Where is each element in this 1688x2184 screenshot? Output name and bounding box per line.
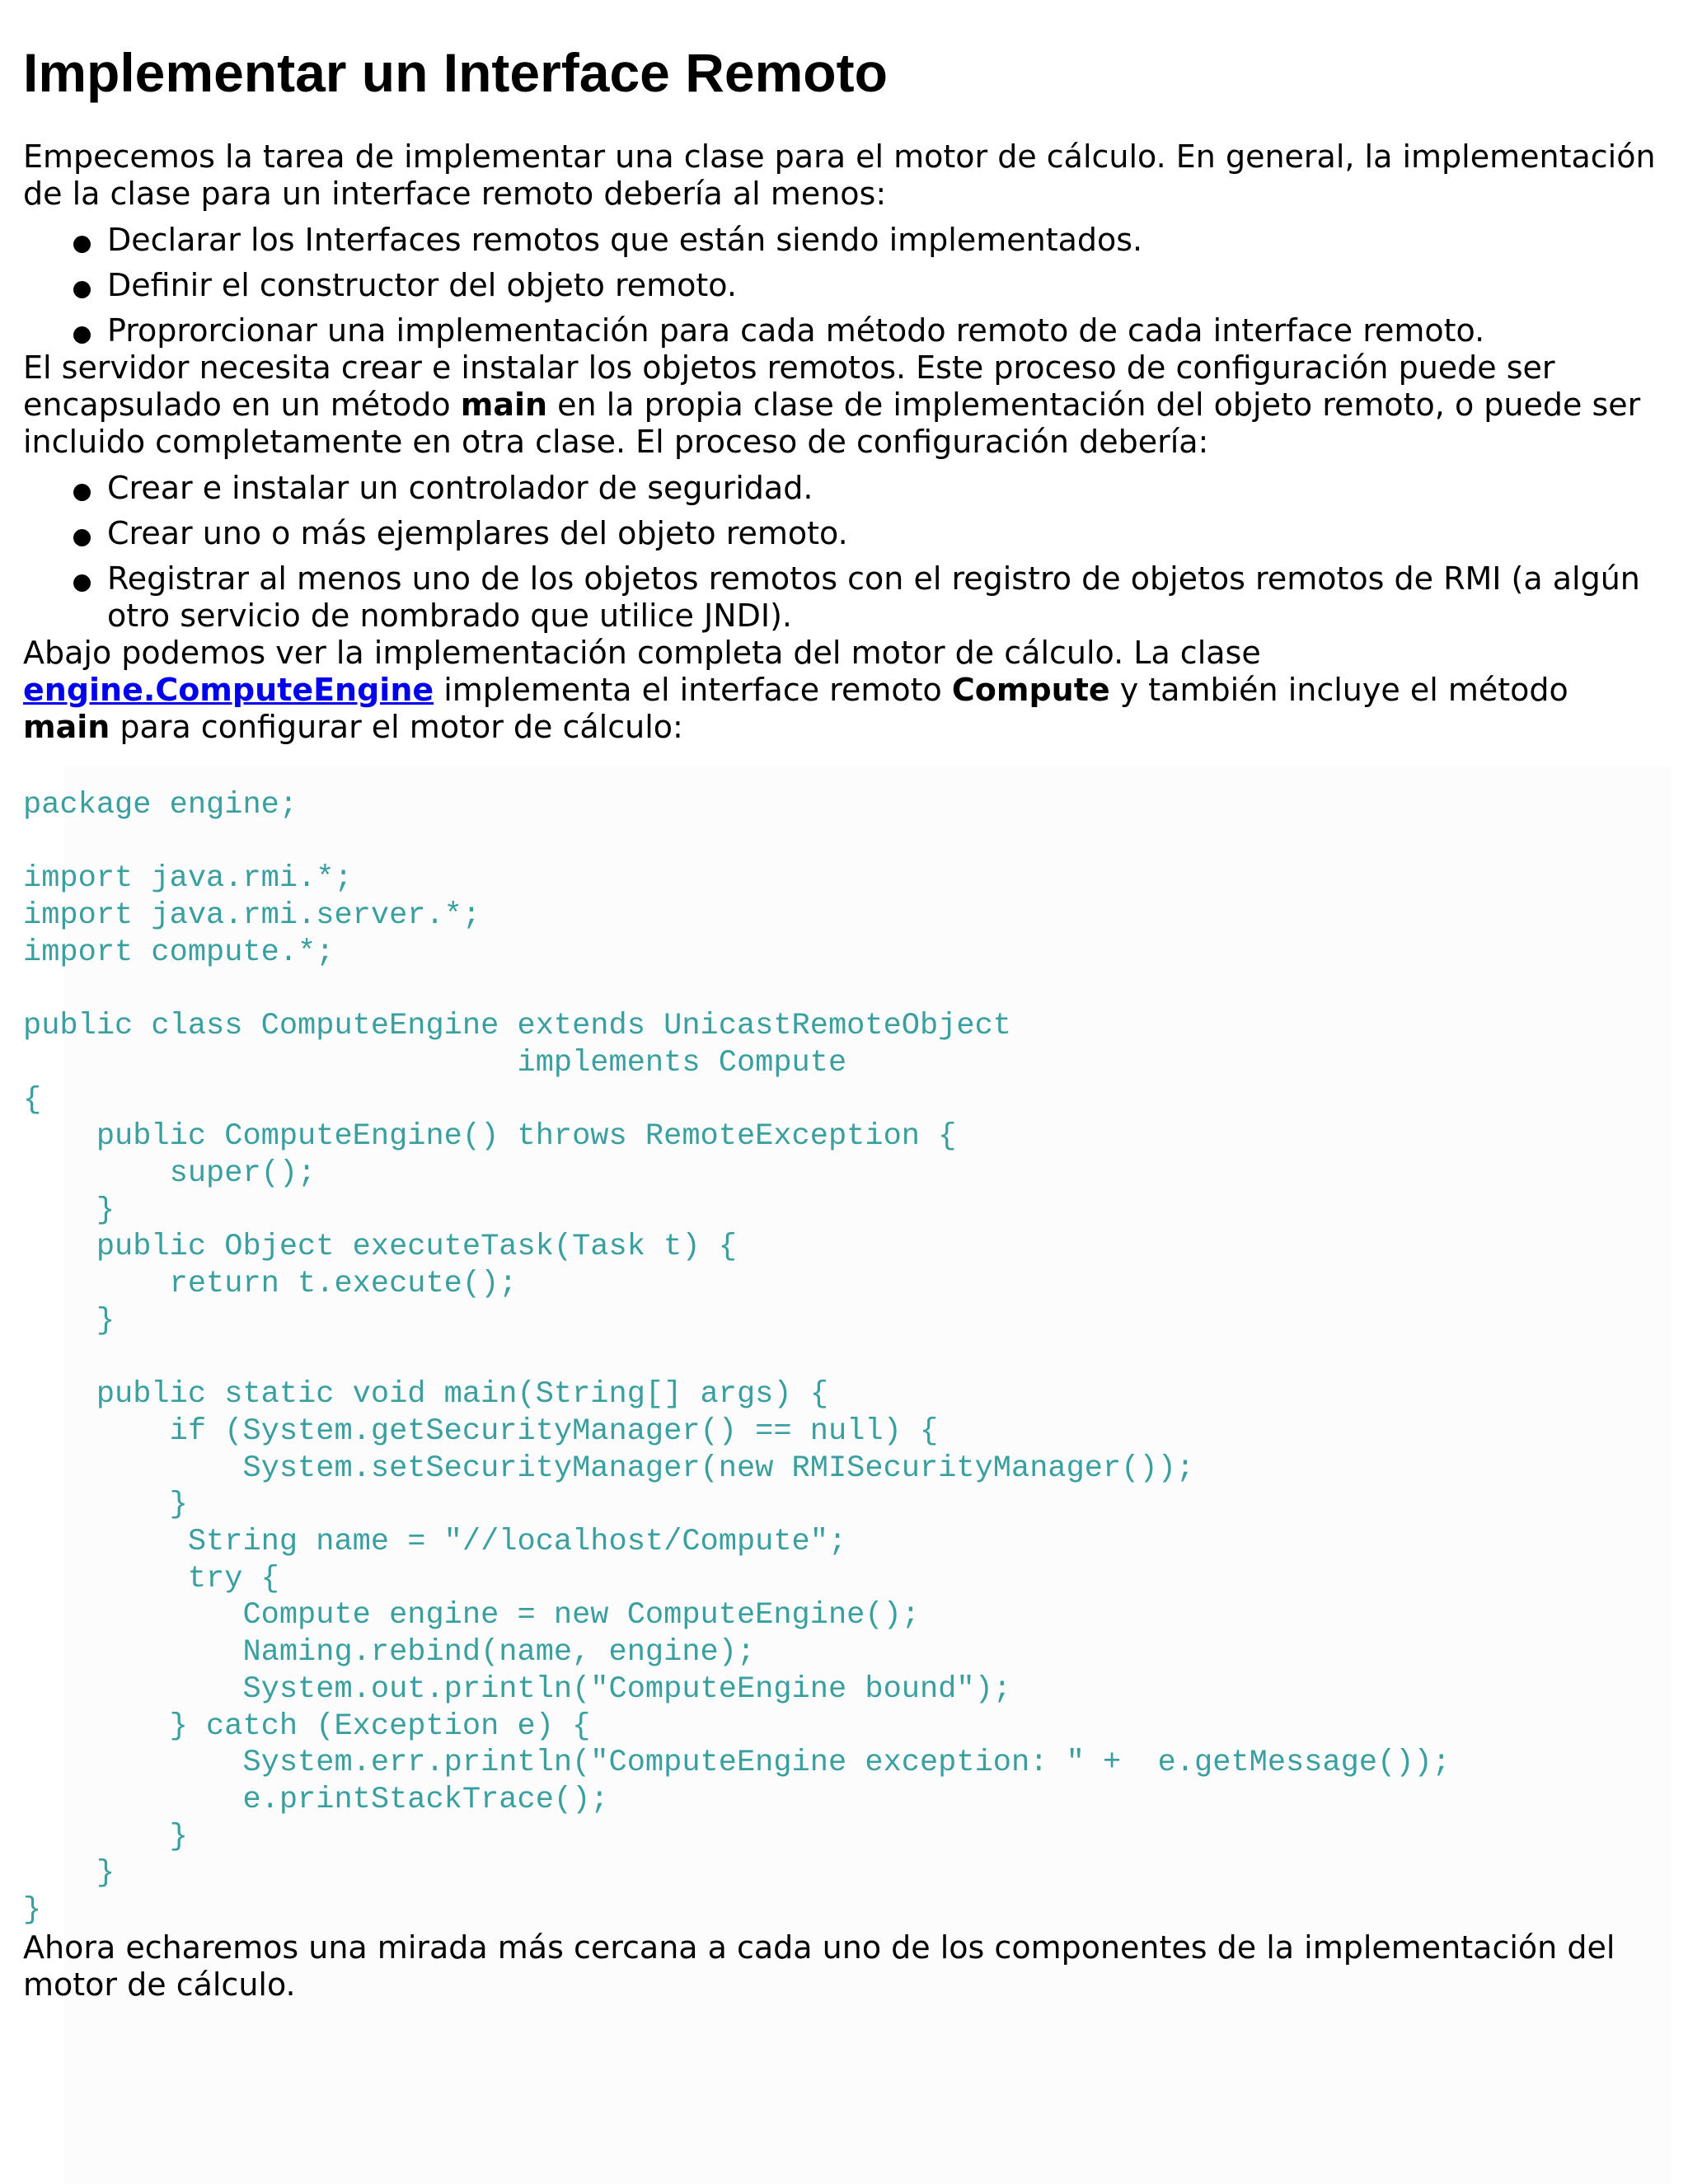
list-item: Registrar al menos uno de los objetos remotos con el registro de objetos remotos de RMI (a algún otro servicio de nombrado que utilice JNDI). — [23, 560, 1663, 635]
server-paragraph: El servidor necesita crear e instalar los objetos remotos. Este proceso de configuración puede ser encapsulado en un método main en la propia clase de implementación del objeto remoto, o puede ser incluido completamente en otra clase. El proceso de configuración debería: — [23, 349, 1641, 460]
setup-steps-list — [23, 470, 1663, 635]
list-item: Crear e instalar un controlador de seguridad. — [23, 470, 1663, 507]
bullet-icon — [73, 529, 91, 546]
requirements-list — [23, 222, 1663, 349]
compute-keyword: Compute — [951, 672, 1110, 708]
bullet-icon — [73, 484, 91, 501]
code-listing: package engine; import java.rmi.*; import java.rmi.server.*; import compute.*; public class ComputeEngine extends UnicastRemoteObject implements Compute { public ComputeEngine() throws RemoteException { super(); } public Object executeTask(Task t) { return t.execute(); } public static void main(String[] args) { if (System.getSecurityManager() == null) { System.setSecurityManager(new RMISecurityManager()); } String name = "//localhost/Compute"; try { Compute engine = new ComputeEngine(); Naming.rebind(name, engine); System.out.println("ComputeEngine bound"); } catch (Exception e) { System.err.println("ComputeEngine exception: " + e.getMessage()); e.printStackTrace(); } } } — [23, 788, 1451, 1929]
main-keyword: main — [460, 387, 548, 423]
compute-engine-link[interactable]: engine.ComputeEngine — [23, 672, 434, 708]
list-item: Proprorcionar una implementación para cada método remoto de cada interface remoto. — [23, 312, 1663, 349]
list-item: Crear uno o más ejemplares del objeto remoto. — [23, 515, 1663, 552]
list-item: Definir el constructor del objeto remoto. — [23, 267, 1663, 304]
bullet-icon — [73, 326, 91, 344]
main-keyword: main — [23, 709, 110, 745]
closing-paragraph: Ahora echaremos una mirada más cercana a cada uno de los componentes de la implementación del motor de cálculo. — [23, 1929, 1615, 2003]
bullet-icon — [73, 281, 91, 298]
bullet-icon — [73, 574, 91, 592]
intro-paragraph: Empecemos la tarea de implementar una clase para el motor de cálculo. En general, la implementación de la clase para un interface remoto debería al menos: — [23, 138, 1656, 212]
page-title: Implementar un Interface Remoto — [23, 42, 888, 103]
list-item: Declarar los Interfaces remotos que están siendo implementados. — [23, 222, 1663, 259]
implementation-paragraph: Abajo podemos ver la implementación completa del motor de cálculo. La clase engine.ComputeEngine implementa el interface remoto Compute y también incluye el método main para configurar el motor de cálculo: — [23, 635, 1568, 745]
bullet-icon — [73, 236, 91, 253]
document-body — [23, 0, 1663, 2004]
